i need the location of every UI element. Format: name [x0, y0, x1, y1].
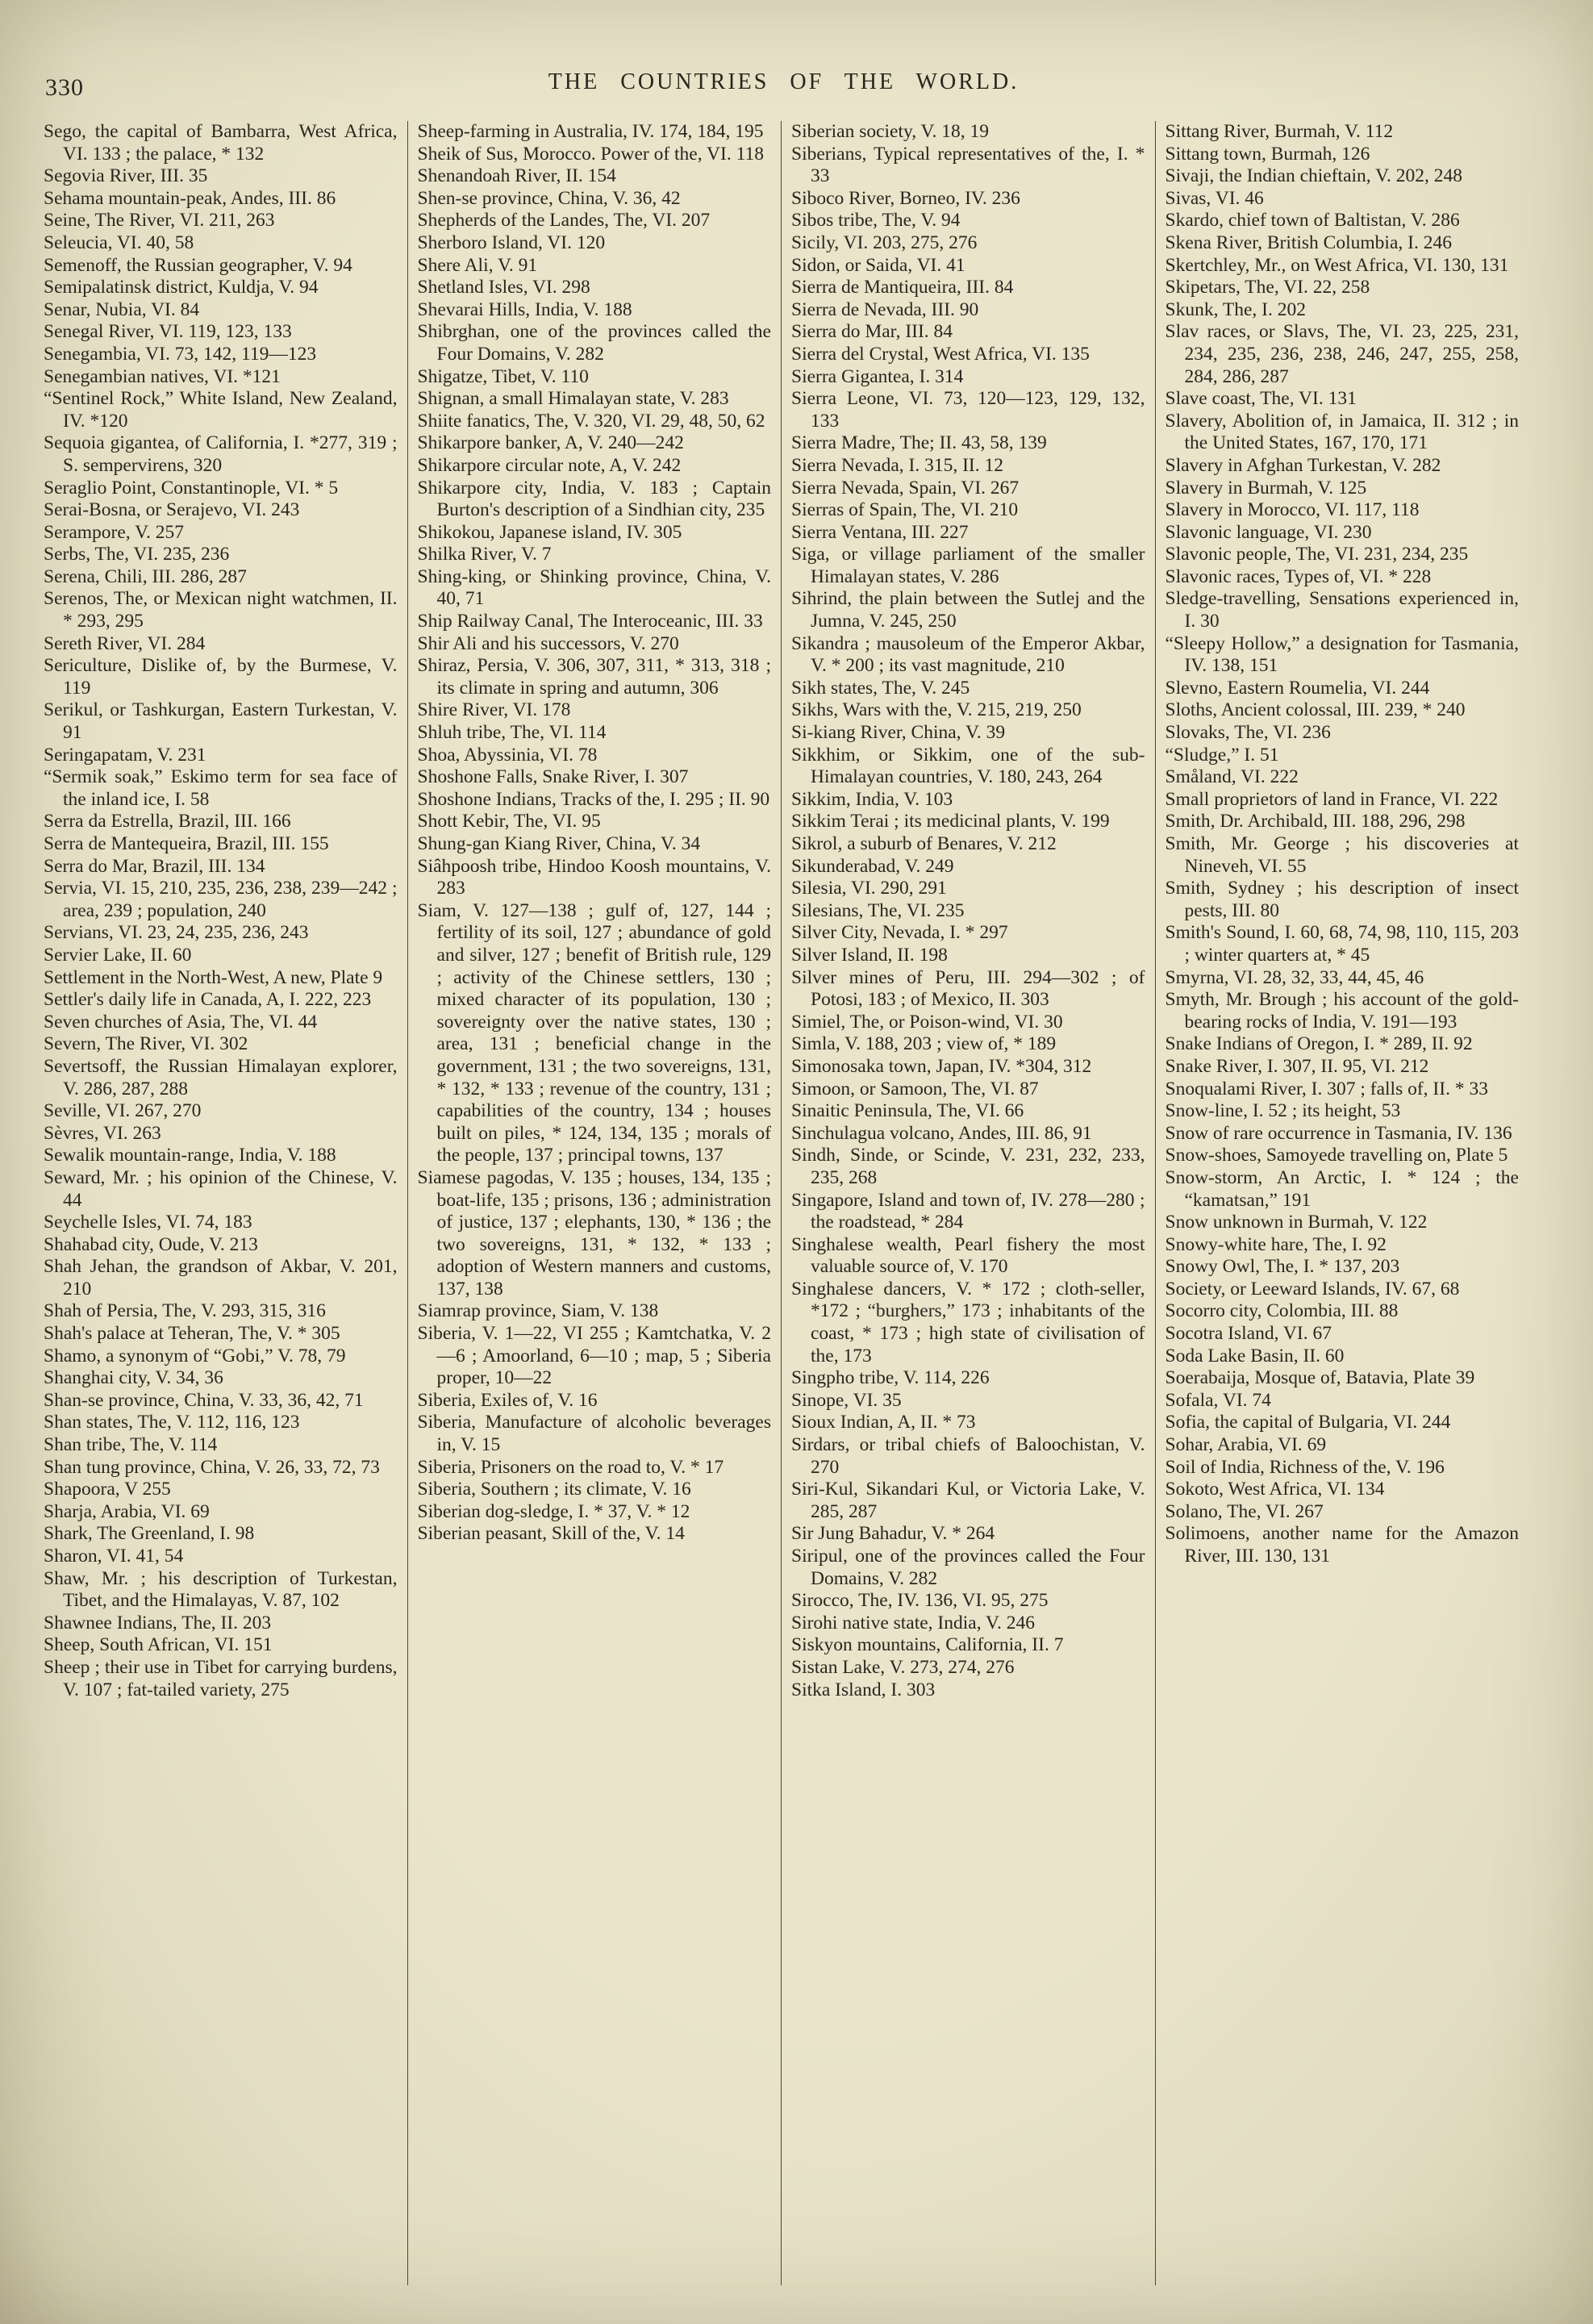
- index-entry: Singhalese wealth, Pearl fishery the most valuable source of, V. 170: [791, 1233, 1145, 1278]
- index-entry: Shan tribe, The, V. 114: [44, 1434, 218, 1456]
- index-entry: Shluh tribe, The, VI. 114: [417, 722, 607, 744]
- index-entry: Sofia, the capital of Bulgaria, VI. 244: [1165, 1412, 1451, 1433]
- index-entry: Sierra Gigantea, I. 314: [791, 365, 964, 387]
- index-entry: Singapore, Island and town of, IV. 278—280 ; the roadstead, * 284: [791, 1189, 1145, 1233]
- index-entry: Snow-line, I. 52 ; its height, 53: [1165, 1100, 1401, 1122]
- index-entry: Shah of Persia, The, V. 293, 315, 316: [44, 1300, 326, 1322]
- index-entry: “Sleepy Hollow,” a designation for Tasmania, IV. 138, 151: [1165, 632, 1519, 677]
- index-entry: Semipalatinsk district, Kuldja, V. 94: [44, 277, 319, 298]
- index-column-4: [1155, 121, 1529, 2285]
- index-entry: Seville, VI. 267, 270: [44, 1100, 202, 1122]
- index-entry: Sierra del Crystal, West Africa, VI. 135: [791, 343, 1090, 365]
- index-entry: Sittang River, Burmah, V. 112: [1165, 121, 1394, 142]
- index-entry: Small proprietors of land in France, VI. 222: [1165, 788, 1499, 810]
- index-entry: Sikunderabad, V. 249: [791, 855, 954, 877]
- index-entry: Servier Lake, II. 60: [44, 944, 192, 966]
- index-entry: Shikarpore city, India, V. 183 ; Captain Burton's description of a Sindhian city, 235: [417, 477, 771, 521]
- index-entry: Sehama mountain-peak, Andes, III. 86: [44, 187, 336, 209]
- index-entry: Sistan Lake, V. 273, 274, 276: [791, 1656, 1015, 1678]
- index-entry: Seven churches of Asia, The, VI. 44: [44, 1011, 318, 1033]
- index-entry: Shere Ali, V. 91: [417, 254, 538, 276]
- index-entry: Slave coast, The, VI. 131: [1165, 388, 1357, 410]
- index-entry: Soda Lake Basin, II. 60: [1165, 1345, 1345, 1366]
- index-entry: Snowy Owl, The, I. * 137, 203: [1165, 1256, 1400, 1278]
- index-entry: Seychelle Isles, VI. 74, 183: [44, 1212, 252, 1233]
- index-entry: Sierra de Nevada, III. 90: [791, 298, 979, 320]
- index-entry: Sohar, Arabia, VI. 69: [1165, 1434, 1327, 1456]
- index-entry: Sèvres, VI. 263: [44, 1122, 161, 1144]
- index-entry: Slavery in Afghan Turkestan, V. 282: [1165, 454, 1441, 476]
- index-entry: Snake River, I. 307, II. 95, VI. 212: [1165, 1055, 1429, 1077]
- index-entry: Siberia, Exiles of, V. 16: [417, 1389, 598, 1411]
- index-entry: Sequoia gigantea, of California, I. *277, 319 ; S. sempervirens, 320: [44, 432, 398, 476]
- index-entry: Sikkim, India, V. 103: [791, 788, 953, 810]
- index-entry: Shahabad city, Oude, V. 213: [44, 1233, 258, 1255]
- index-entry: Skertchley, Mr., on West Africa, VI. 130, 131: [1165, 254, 1509, 276]
- index-entry: Silver City, Nevada, I. * 297: [791, 922, 1008, 944]
- index-entry: Skipetars, The, VI. 22, 258: [1165, 277, 1370, 298]
- index-entry: Sidon, or Saida, VI. 41: [791, 254, 965, 276]
- index-entry: Sikhs, Wars with the, V. 215, 219, 250: [791, 699, 1082, 721]
- index-entry: Smyrna, VI. 28, 32, 33, 44, 45, 46: [1165, 966, 1424, 988]
- index-entry: Sego, the capital of Bambarra, West Africa, VI. 133 ; the palace, * 132: [44, 121, 398, 165]
- index-entry: Siberian society, V. 18, 19: [791, 121, 989, 142]
- index-entry: Sheep-farming in Australia, IV. 174, 184, 195: [417, 121, 764, 142]
- index-entry: Sirdars, or tribal chiefs of Baloochistan, V. 270: [791, 1434, 1145, 1478]
- index-entry: Simla, V. 188, 203 ; view of, * 189: [791, 1033, 1057, 1055]
- page-number: 330: [45, 74, 84, 101]
- index-entry: Siberia, Prisoners on the road to, V. * 17: [417, 1456, 724, 1478]
- index-entry: Shilka River, V. 7: [417, 544, 552, 565]
- index-entry: Shevarai Hills, India, V. 188: [417, 298, 632, 320]
- index-entry: Soerabaija, Mosque of, Batavia, Plate 39: [1165, 1367, 1475, 1389]
- index-entry: Segovia River, III. 35: [44, 165, 208, 187]
- index-entry: Siam, V. 127—138 ; gulf of, 127, 144 ; fertility of its soil, 127 ; abundance of gold and silver, 127 ; benefit of British rule, 129 ; activity of the Chinese settlers, 130 ; mixed character of its population, 130 ; sovereignty over the native states, 130 ; area, 131 ; beneficial change in the government, 131 ; the two sovereigns, 131, * 132, * 133 ; revenue of the country, 131 ; capabilities of the country, 134 ; houses built on piles, * 124, 134, 135 ; morals of the people, 137 ; principal towns, 137: [417, 899, 771, 1166]
- index-entry: Siberia, Southern ; its climate, V. 16: [417, 1479, 691, 1500]
- index-entry: Slavonic people, The, VI. 231, 234, 235: [1165, 544, 1469, 565]
- index-entry: Sikkhim, or Sikkim, one of the sub-Himalayan countries, V. 180, 243, 264: [791, 744, 1145, 788]
- index-entry: Silesia, VI. 290, 291: [791, 878, 947, 899]
- index-entry: Snoqualami River, I. 307 ; falls of, II. * 33: [1165, 1078, 1488, 1099]
- index-entry: Shoshone Indians, Tracks of the, I. 295 ; II. 90: [417, 788, 770, 810]
- index-entry: Shetland Isles, VI. 298: [417, 277, 590, 298]
- index-entry: Smith, Sydney ; his description of insect pests, III. 80: [1165, 878, 1519, 921]
- index-entry: Solano, The, VI. 267: [1165, 1500, 1324, 1522]
- index-entry: Snow of rare occurrence in Tasmania, IV. 136: [1165, 1122, 1512, 1144]
- index-entry: Seringapatam, V. 231: [44, 744, 206, 766]
- index-entry: Senegambia, VI. 73, 142, 119—123: [44, 343, 317, 365]
- index-entry: Slavery in Morocco, VI. 117, 118: [1165, 499, 1420, 521]
- index-entry: Shire River, VI. 178: [417, 699, 571, 721]
- index-entry: Shibrghan, one of the provinces called the Four Domains, V. 282: [417, 321, 771, 365]
- page-header: [45, 69, 1522, 105]
- index-entry: Shigatze, Tibet, V. 110: [417, 365, 589, 387]
- index-entry: Slovaks, The, VI. 236: [1165, 722, 1331, 744]
- index-entry: Serena, Chili, III. 286, 287: [44, 565, 247, 587]
- index-entry: Slavonic language, VI. 230: [1165, 521, 1372, 543]
- index-entry: Sledge-travelling, Sensations experienced in, I. 30: [1165, 588, 1519, 632]
- index-entry: Serai-Bosna, or Serajevo, VI. 243: [44, 499, 300, 521]
- index-entry: Snake Indians of Oregon, I. * 289, II. 92: [1165, 1033, 1473, 1055]
- index-entry: Serenos, The, or Mexican night watchmen, II. * 293, 295: [44, 588, 398, 632]
- index-entry: Shah Jehan, the grandson of Akbar, V. 201, 210: [44, 1256, 398, 1300]
- index-entry: Shiite fanatics, The, V. 320, VI. 29, 48, 50, 62: [417, 410, 765, 432]
- index-entry: Siberian peasant, Skill of the, V. 14: [417, 1523, 685, 1545]
- index-entry: Slavonic races, Types of, VI. * 228: [1165, 565, 1432, 587]
- index-columns: [42, 121, 1528, 2285]
- index-entry: Si-kiang River, China, V. 39: [791, 722, 1006, 744]
- index-entry: Sinaitic Peninsula, The, VI. 66: [791, 1100, 1024, 1122]
- index-entry: Siboco River, Borneo, IV. 236: [791, 187, 1020, 209]
- index-entry: Sierra de Mantiqueira, III. 84: [791, 277, 1014, 298]
- index-entry: Socorro city, Colombia, III. 88: [1165, 1300, 1399, 1322]
- index-entry: Senegambian natives, VI. *121: [44, 365, 281, 387]
- index-entry: Semenoff, the Russian geographer, V. 94: [44, 254, 352, 276]
- index-entry: Simoon, or Samoon, The, VI. 87: [791, 1078, 1039, 1099]
- index-entry: “Sentinel Rock,” White Island, New Zealand, IV. *120: [44, 388, 398, 432]
- index-entry: Sewalik mountain-range, India, V. 188: [44, 1145, 336, 1166]
- index-entry: Shawnee Indians, The, II. 203: [44, 1612, 272, 1633]
- index-entry: Serikul, or Tashkurgan, Eastern Turkestan, V. 91: [44, 699, 398, 744]
- index-entry: Shoa, Abyssinia, VI. 78: [417, 744, 598, 766]
- index-entry: Sikkim Terai ; its medicinal plants, V. 199: [791, 811, 1110, 832]
- index-entry: Shan-se province, China, V. 33, 36, 42, 71: [44, 1389, 364, 1411]
- index-entry: Serampore, V. 257: [44, 521, 185, 543]
- index-entry: Silesians, The, VI. 235: [791, 899, 965, 921]
- index-entry: Singhalese dancers, V. * 172 ; cloth-seller, *172 ; “burghers,” 173 ; inhabitants of the coast, * 173 ; high state of civilisation of the, 173: [791, 1278, 1145, 1366]
- index-entry: Siberia, Manufacture of alcoholic beverages in, V. 15: [417, 1412, 771, 1456]
- index-entry: Snow unknown in Burmah, V. 122: [1165, 1212, 1428, 1233]
- index-entry: Sioux Indian, A, II. * 73: [791, 1412, 976, 1433]
- index-entry: Siberians, Typical representatives of the, I. * 33: [791, 143, 1145, 187]
- index-entry: Sofala, VI. 74: [1165, 1389, 1271, 1411]
- index-entry: Seleucia, VI. 40, 58: [44, 232, 194, 253]
- index-entry: Snow-shoes, Samoyede travelling on, Plate 5: [1165, 1145, 1508, 1166]
- index-entry: Silver Island, II. 198: [791, 944, 948, 966]
- index-entry: Serbs, The, VI. 235, 236: [44, 544, 230, 565]
- index-entry: Sindh, Sinde, or Scinde, V. 231, 232, 233, 235, 268: [791, 1145, 1145, 1188]
- index-entry: Snowy-white hare, The, I. 92: [1165, 1233, 1387, 1255]
- index-entry: Siberia, V. 1—22, VI 255 ; Kamtchatka, V. 2—6 ; Amoorland, 6—10 ; map, 5 ; Siberia proper, 10—22: [417, 1323, 771, 1389]
- index-entry: Smyth, Mr. Brough ; his account of the gold-bearing rocks of India, V. 191—193: [1165, 989, 1519, 1033]
- index-entry: Sheep, South African, VI. 151: [44, 1634, 273, 1656]
- index-entry: Sitka Island, I. 303: [791, 1679, 936, 1700]
- index-entry: Shignan, a small Himalayan state, V. 283: [417, 388, 729, 410]
- index-entry: Serra da Estrella, Brazil, III. 166: [44, 811, 291, 832]
- index-entry: Snow-storm, An Arctic, I. * 124 ; the “kamatsan,” 191: [1165, 1166, 1519, 1211]
- index-entry: “Sermik soak,” Eskimo term for sea face of the inland ice, I. 58: [44, 766, 398, 810]
- index-entry: Siri-Kul, Sikandari Kul, or Victoria Lake, V. 285, 287: [791, 1479, 1145, 1522]
- index-entry: Singpho tribe, V. 114, 226: [791, 1367, 990, 1389]
- index-entry: Sereth River, VI. 284: [44, 632, 206, 654]
- index-entry: Settlement in the North-West, A new, Plate 9: [44, 966, 383, 988]
- index-entry: Sikrol, a suburb of Benares, V. 212: [791, 833, 1057, 854]
- index-entry: Seine, The River, VI. 211, 263: [44, 210, 275, 232]
- index-entry: Sivas, VI. 46: [1165, 187, 1264, 209]
- index-entry: Sibos tribe, The, V. 94: [791, 210, 961, 232]
- index-entry: Shamo, a synonym of “Gobi,” V. 78, 79: [44, 1345, 346, 1366]
- index-entry: Senegal River, VI. 119, 123, 133: [44, 321, 292, 343]
- index-entry: Seward, Mr. ; his opinion of the Chinese, V. 44: [44, 1166, 398, 1211]
- index-entry: Sokoto, West Africa, VI. 134: [1165, 1479, 1385, 1500]
- index-entry: Seraglio Point, Constantinople, VI. * 5: [44, 477, 339, 499]
- index-entry: Shan tung province, China, V. 26, 33, 72, 73: [44, 1456, 380, 1478]
- index-entry: Sierra Ventana, III. 227: [791, 521, 969, 543]
- index-entry: Sikh states, The, V. 245: [791, 677, 970, 699]
- index-entry: Shir Ali and his successors, V. 270: [417, 632, 679, 654]
- page-title: THE COUNTRIES OF THE WORLD.: [548, 69, 1020, 94]
- index-column-1: [42, 121, 407, 2285]
- index-entry: Sicily, VI. 203, 275, 276: [791, 232, 978, 253]
- index-entry: Sharja, Arabia, VI. 69: [44, 1500, 210, 1522]
- index-entry: Shikokou, Japanese island, IV. 305: [417, 521, 682, 543]
- index-column-3: [781, 121, 1155, 2285]
- index-entry: Sherboro Island, VI. 120: [417, 232, 606, 253]
- index-entry: Sericulture, Dislike of, by the Burmese, V. 119: [44, 655, 398, 699]
- index-entry: Society, or Leeward Islands, IV. 67, 68: [1165, 1278, 1460, 1300]
- index-entry: Sikandra ; mausoleum of the Emperor Akbar, V. * 200 ; its vast magnitude, 210: [791, 632, 1145, 677]
- index-entry: Shepherds of the Landes, The, VI. 207: [417, 210, 711, 232]
- index-entry: Shah's palace at Teheran, The, V. * 305: [44, 1323, 340, 1345]
- index-entry: Siga, or village parliament of the smaller Himalayan states, V. 286: [791, 544, 1145, 587]
- index-entry: Siskyon mountains, California, II. 7: [791, 1634, 1064, 1656]
- index-entry: Slavery in Burmah, V. 125: [1165, 477, 1367, 499]
- index-entry: Shikarpore banker, A, V. 240—242: [417, 432, 684, 454]
- index-entry: Simonosaka town, Japan, IV. *304, 312: [791, 1055, 1092, 1077]
- index-entry: Severtsoff, the Russian Himalayan explorer, V. 286, 287, 288: [44, 1055, 398, 1099]
- index-entry: Sittang town, Burmah, 126: [1165, 143, 1370, 165]
- index-entry: Sheik of Sus, Morocco. Power of the, VI. 118: [417, 143, 764, 165]
- index-entry: Senar, Nubia, VI. 84: [44, 298, 200, 320]
- index-entry: Soil of India, Richness of the, V. 196: [1165, 1456, 1445, 1478]
- index-entry: Siberian dog-sledge, I. * 37, V. * 12: [417, 1500, 690, 1522]
- index-entry: Shan states, The, V. 112, 116, 123: [44, 1412, 300, 1433]
- index-entry: Ship Railway Canal, The Interoceanic, III. 33: [417, 611, 763, 632]
- index-entry: Sir Jung Bahadur, V. * 264: [791, 1523, 995, 1545]
- index-entry: Skena River, British Columbia, I. 246: [1165, 232, 1452, 253]
- index-entry: Siripul, one of the provinces called the Four Domains, V. 282: [791, 1546, 1145, 1589]
- index-entry: Serra de Mantequeira, Brazil, III. 155: [44, 833, 329, 854]
- index-entry: Simiel, The, or Poison-wind, VI. 30: [791, 1011, 1063, 1033]
- index-entry: Sheep ; their use in Tibet for carrying burdens, V. 107 ; fat-tailed variety, 275: [44, 1656, 398, 1700]
- index-entry: Sierra do Mar, III. 84: [791, 321, 953, 343]
- index-entry: Shanghai city, V. 34, 36: [44, 1367, 223, 1389]
- index-entry: Socotra Island, VI. 67: [1165, 1323, 1332, 1345]
- index-entry: Slevno, Eastern Roumelia, VI. 244: [1165, 677, 1430, 699]
- index-entry: Shenandoah River, II. 154: [417, 165, 616, 187]
- index-entry: Serra do Mar, Brazil, III. 134: [44, 855, 265, 877]
- index-entry: Silver mines of Peru, III. 294—302 ; of Potosi, 183 ; of Mexico, II. 303: [791, 966, 1145, 1011]
- index-entry: Småland, VI. 222: [1165, 766, 1299, 788]
- index-entry: Shoshone Falls, Snake River, I. 307: [417, 766, 689, 788]
- index-entry: Sharon, VI. 41, 54: [44, 1546, 184, 1567]
- index-entry: Sierra Nevada, I. 315, II. 12: [791, 454, 1003, 476]
- index-entry: Sirocco, The, IV. 136, VI. 95, 275: [791, 1590, 1049, 1612]
- index-entry: Slav races, or Slavs, The, VI. 23, 225, 231, 234, 235, 236, 238, 246, 247, 255, 258, 284, 286, 287: [1165, 321, 1519, 387]
- index-entry: “Sludge,” I. 51: [1165, 744, 1279, 766]
- index-column-2: [407, 121, 782, 2285]
- index-entry: Skunk, The, I. 202: [1165, 298, 1307, 320]
- index-entry: Shikarpore circular note, A, V. 242: [417, 454, 682, 476]
- index-entry: Sierras of Spain, The, VI. 210: [791, 499, 1019, 521]
- index-entry: Smith's Sound, I. 60, 68, 74, 98, 110, 115, 203 ; winter quarters at, * 45: [1165, 922, 1519, 966]
- index-entry: Smith, Mr. George ; his discoveries at Nineveh, VI. 55: [1165, 833, 1519, 877]
- index-entry: Severn, The River, VI. 302: [44, 1033, 248, 1055]
- index-entry: Sierra Madre, The; II. 43, 58, 139: [791, 432, 1047, 454]
- index-entry: Siâhpoosh tribe, Hindoo Koosh mountains, V. 283: [417, 855, 771, 899]
- index-entry: Shing-king, or Shinking province, China, V. 40, 71: [417, 565, 771, 610]
- index-entry: Shark, The Greenland, I. 98: [44, 1523, 255, 1545]
- index-entry: Shen-se province, China, V. 36, 42: [417, 187, 681, 209]
- index-entry: Servians, VI. 23, 24, 235, 236, 243: [44, 922, 309, 944]
- index-entry: Sirohi native state, India, V. 246: [791, 1612, 1035, 1633]
- index-entry: Siamrap province, Siam, V. 138: [417, 1300, 659, 1322]
- index-entry: Shapoora, V 255: [44, 1479, 171, 1500]
- index-entry: Skardo, chief town of Baltistan, V. 286: [1165, 210, 1460, 232]
- index-entry: Sierra Nevada, Spain, VI. 267: [791, 477, 1020, 499]
- index-entry: Settler's daily life in Canada, A, I. 222, 223: [44, 989, 372, 1011]
- index-entry: Siamese pagodas, V. 135 ; houses, 134, 135 ; boat-life, 135 ; prisons, 136 ; administration of justice, 137 ; elephants, 130, * 136 ; the two sovereigns, 131, * 132, * 133 ; adoption of Western manners and customs, 137, 138: [417, 1166, 771, 1300]
- index-entry: Sivaji, the Indian chieftain, V. 202, 248: [1165, 165, 1463, 187]
- index-entry: Sinchulagua volcano, Andes, III. 86, 91: [791, 1122, 1092, 1144]
- index-entry: Sierra Leone, VI. 73, 120—123, 129, 132, 133: [791, 388, 1145, 432]
- index-entry: Sinope, VI. 35: [791, 1389, 902, 1411]
- index-entry: Smith, Dr. Archibald, III. 188, 296, 298: [1165, 811, 1466, 832]
- index-entry: Sloths, Ancient colossal, III. 239, * 240: [1165, 699, 1466, 721]
- index-entry: Solimoens, another name for the Amazon River, III. 130, 131: [1165, 1523, 1519, 1567]
- index-entry: Shung-gan Kiang River, China, V. 34: [417, 833, 701, 854]
- index-entry: Shaw, Mr. ; his description of Turkestan, Tibet, and the Himalayas, V. 87, 102: [44, 1567, 398, 1612]
- index-entry: Shott Kebir, The, VI. 95: [417, 811, 601, 832]
- index-entry: Servia, VI. 15, 210, 235, 236, 238, 239—242 ; area, 239 ; population, 240: [44, 878, 398, 921]
- index-entry: Shiraz, Persia, V. 306, 307, 311, * 313, 318 ; its climate in spring and autumn, 306: [417, 655, 771, 699]
- index-entry: Slavery, Abolition of, in Jamaica, II. 312 ; in the United States, 167, 170, 171: [1165, 410, 1519, 454]
- index-entry: Sihrind, the plain between the Sutlej and the Jumna, V. 245, 250: [791, 588, 1145, 632]
